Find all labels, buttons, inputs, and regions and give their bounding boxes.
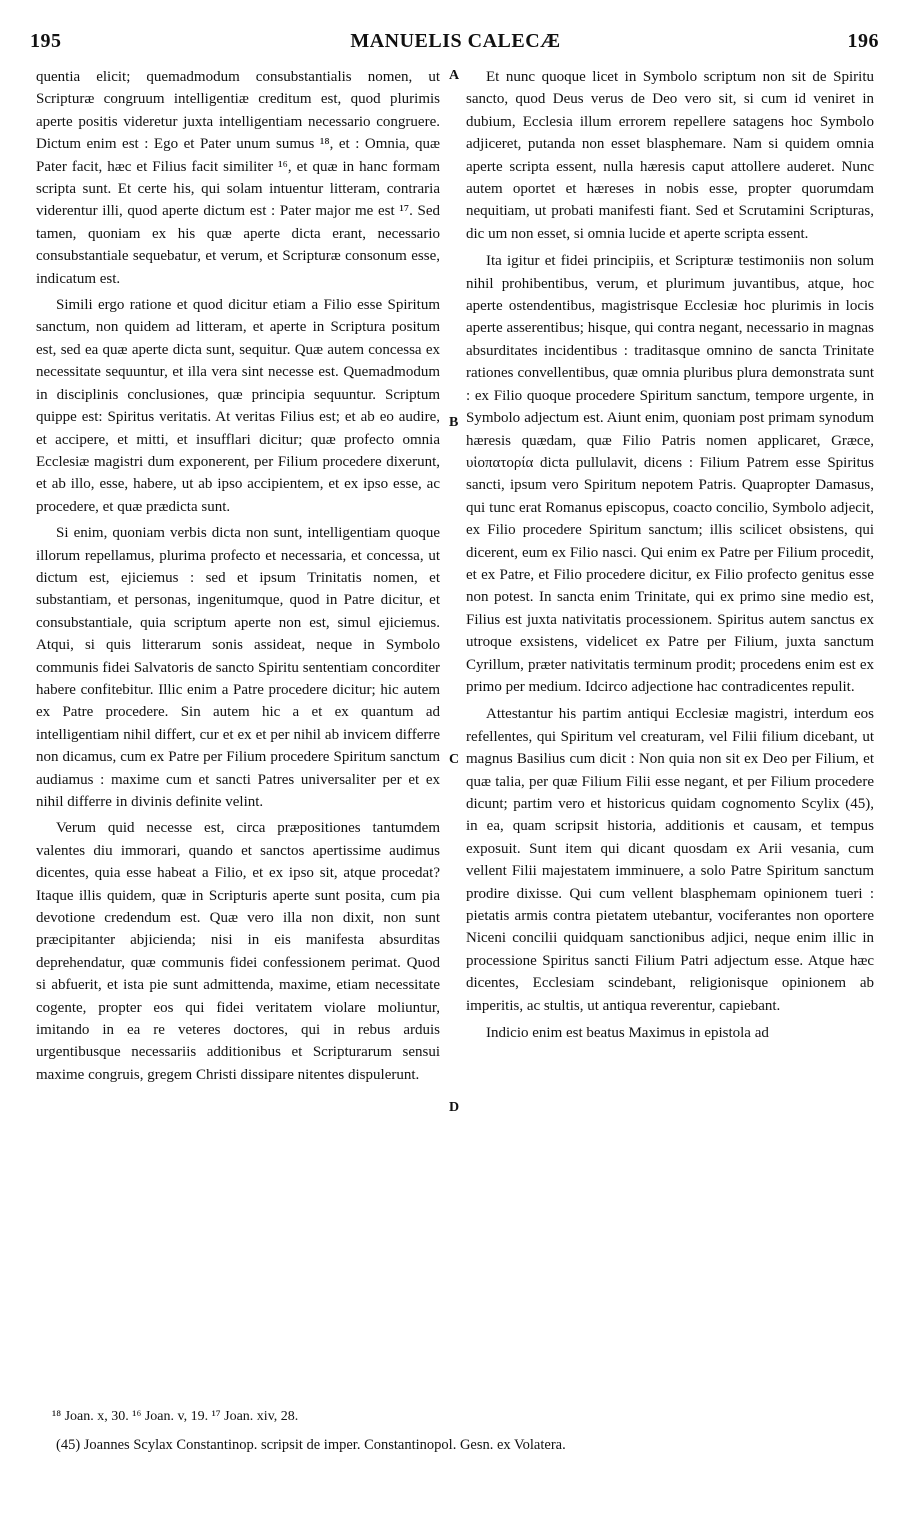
margin-letter-b: B bbox=[449, 415, 459, 430]
paragraph: Indicio enim est beatus Maximus in epistola ad bbox=[486, 1025, 769, 1042]
paragraph: Et nunc quoque licet in Symbolo scriptum non sit de Spiritu sancto, quod Deus verus de Deo vero sit, si cum id veniret in dubium, Ecclesia illum errorem repellere satagens hoc Symbolo adjiceret, putanda non esset blasphemare. Nam si quidem omnia aperte scripta essent, nulla hæresis caput attollere auderet. Nunc autem oportet et hæreses in nobis esse, propter quorumdam nequitiam, ut probati manifesti fiant. Sed et Scrutamini Scripturas, dic um non esset, si omnia lucide et aperte scripta essent. bbox=[466, 69, 874, 242]
page-number-right: 196 bbox=[847, 30, 879, 52]
right-column bbox=[466, 66, 874, 1044]
margin-letter-a: A bbox=[449, 68, 460, 83]
running-title: MANUELIS CALECÆ bbox=[350, 30, 561, 52]
margin-letter-d: D bbox=[449, 1100, 460, 1115]
paragraph: Si enim, quoniam verbis dicta non sunt, intelligentiam quoque illorum repellamus, plurima profecto et necessaria, et concessa, ut dictum est, ejiciemus : sed et ipsum Trinitatis nomen, et substantiam, et personas, ingenitumque, quod in Patre dicitur, et consubstantiale, quia scriptum aperte non est, simul ejiciemus. Atqui, si quis litterarum sonis assideat, neque in Symbolo communis fidei Salvatoris de sancto Spiritu sententiam concorditer habere confitebitur. Illic enim a Patre procedere dicitur; hic autem ex Patre procedere. Sin autem hic a et ex quantum ad intelligentiam nihil differt, cur et ex et per nihil ab invicem differre non dicamus, cum ex Patre per Filium procedere Spiritum sanctum audiamus : maxime cum et sancti Patres universaliter per et ex nihil differre in divinis definite velint. bbox=[36, 525, 440, 810]
scripture-footnotes: ¹⁸ Joan. x, 30. ¹⁶ Joan. v, 19. ¹⁷ Joan. xiv, 28. bbox=[52, 1409, 299, 1424]
margin-letter-c: C bbox=[449, 752, 460, 767]
paragraph: quentia elicit; quemadmodum consubstantialis nomen, ut Scripturæ congruum intelligentiæ creditum est, quod plurimis aperte positis videretur juxta intelligentiam necessario congruere. Dictum enim est : Ego et Pater unum sumus ¹⁸, et : Omnia, quæ Pater facit, hæc et Filius facit similiter ¹⁶, et quæ in hanc formam scripta sunt. Et certe his, qui solam intuentur litteram, contraria viderentur illi, quod aperte dictum est : Pater major me est ¹⁷. Sed tamen, quoniam ex his quæ aperte dicta erant, necessario consubstantiale sequebatur, et verum, et Scripturæ consonum esse, indicatum est. bbox=[36, 69, 440, 287]
paragraph: Ita igitur et fidei principiis, et Scripturæ testimoniis non solum nihil prohibentibus, verum, et plurimum juvantibus, atque, hoc aperte ostendentibus, magistrisque Ecclesiæ hoc plurimis in locis aperte asserentibus; hisque, qui contra negant, necessario in magnas absurditates incidentibus : traditasque omnino de sancta Trinitate rationes convellentibus, quæ omnia pluribus plura demonstrata sunt : ex Filio quoque procedere Spiritum sanctum, tempore urgente, in Symbolo adjectum est. Aiunt enim, quoniam post primam synodum hæresis quædam, quæ Filio Patris nomen applicaret, Græce, υἱοπατορία dicta pullulavit, dicens : Filium Patrem esse Spiritus sancti, ipsum vero Spiritum nepotem Patris. Quapropter Damasus, qui tunc erat Romanus episcopus, coacto concilio, Symbolo adjecit, ex Filio procedere Spiritum sanctum; illis scilicet obsistens, qui dicerent, eum ex Filio nasci. Qui enim ex Patre per Filium procedit, et ex Patre, et Filio procedere dicitur, ex Filio profecto genitus esse non potest. In sancta enim Trinitate, qui ex primo sine medio est, Filius est juxta nativitatis processionem. Spiritus autem sanctus ex utroque exsistens, videlicet ex Patre per Filium, juxta sanctum Cyrillum, præter nativitatis terminum prodit; procedens enim est ex primo per medium. Idcirco adjectione hac contradicentes repulit. bbox=[466, 253, 874, 695]
page-number-left: 195 bbox=[30, 30, 62, 52]
paragraph: Attestantur his partim antiqui Ecclesiæ magistri, interdum eos refellentes, qui Spiritum vel creaturam, vel Filii filium dicebant, ut magnus Basilius cum dicit : Non quia non sit ex Deo per Filium, et quæ talia, per quæ Filium Filii esse negant, et per Filium procedere dicunt; partim vero et historicus quidam cognomento Scylix (45), in ea, quam scripsit historia, additionis et causam, et tempus exposuit. Sunt item qui dicant quosdam ex Arii vesania, cum vellent Filii majestatem imminuere, a solo Patre Spiritum sanctum prodire dixisse. Qui cum vellent blasphemam opinionem tueri : pietatis armis contra pietatem utebantur, vociferantes non oportere Niceni concilii quidquam sanctionibus adjici, neque enim illic in processione Spiritus sancti Filium Patri adjectum esse. Atque hæc dicentes, Ecclesiam scindebant, religionisque opinionem ab imperitis, ac stultis, ut antiqua reverentur, capiebant. bbox=[466, 706, 874, 1014]
editor-note: (45) Joannes Scylax Constantinop. scripsit de imper. Constantinopol. Gesn. ex Volatera. bbox=[56, 1437, 566, 1453]
paragraph: Verum quid necesse est, circa præpositiones tantumdem valentes diu immorari, quando et sanctos apertissime audimus dicentes, quia esse habeat a Filio, et ex ipso sit, atque procedat? Itaque illis quidem, quæ in Scripturis aperte sunt posita, cum pia devotione credendum est. Quæ vero illa non dixit, non sunt præcipitanter abjicienda; nisi in eis manifesta absurditas deprehendatur, quæ communis fidei confessionem perimat. Quod si abfuerit, et ista pie sunt admittenda, maxime, etiam necessitate cogente, propter eos qui fidei veritatem violare moliuntur, imitando in ea re veteres doctores, qui in rebus arduis urgentibusque necessariis additionibus et Scripturarum sensui maxime congruis, gregem Christi dissipare nitentes dispulerunt. bbox=[36, 820, 440, 1083]
paragraph: Simili ergo ratione et quod dicitur etiam a Filio esse Spiritum sanctum, non quidem ad litteram, et aperte in Scriptura positum est, sed ea quæ aperte dicta sunt, sequitur. Quæ autem concessa ex necessitate sequuntur, et illa vera sint necesse est. Quemadmodum in disciplinis conclusiones, quæ principia sequuntur. Scriptum quippe est: Spiritus veritatis. At veritas Filius est; et ab eo audire, et accipere, et mitti, et insufflari dicitur; quæ profecto omnia Ecclesiæ magistri dum exponerent, per Filium procedere dixerunt, et ab illo, esse, habere, ut ab ipso accipientem, et ex ipso esse, ac procedere, et quæ prædicta sunt. bbox=[36, 297, 440, 515]
left-column bbox=[36, 66, 440, 1086]
